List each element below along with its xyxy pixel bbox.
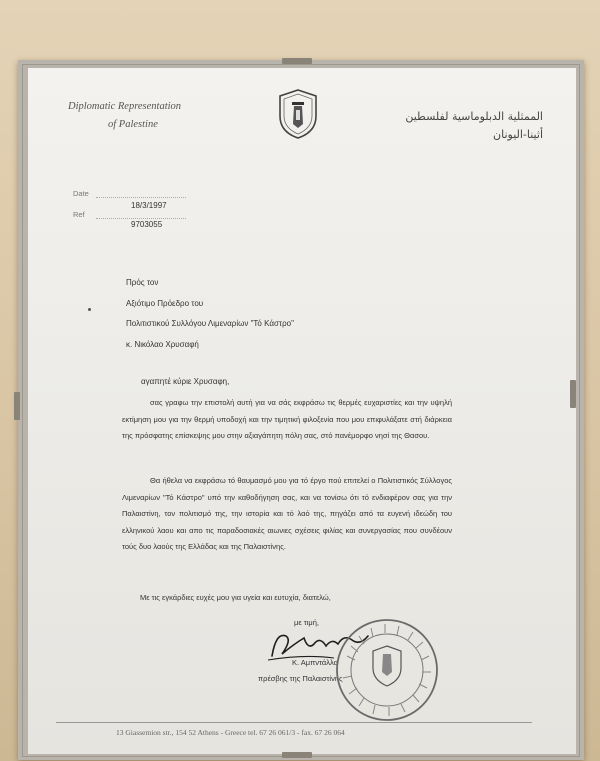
- letterhead-arabic-line2: أثينا-اليونان: [493, 128, 543, 141]
- letterhead-english-line1: Diplomatic Representation: [68, 101, 182, 112]
- recipient-line2: Αξιότιμο Πρόεδρο του: [126, 298, 204, 308]
- ref-value: 9703055: [131, 220, 163, 229]
- signatory-name: Κ. Αμπντάλλα: [292, 658, 338, 667]
- signatory-title: πρέσβης της Παλαιστίνης: [258, 674, 343, 683]
- recipient-line3: Πολιτιστικού Συλλόγου Λιμεναρίων "Τό Κάστρο": [126, 319, 294, 328]
- closing-line: Με τις εγκάρδιες ευχές μου για υγεία και ευτυχία, διατελώ,: [140, 593, 331, 602]
- recipient-line1: Πρός τον: [126, 278, 159, 287]
- body-paragraph-2: Θα ήθελα να εκφράσω τό θαυμασμό μου για τό έργο πού επιτελεί ο Πολιτιστικός Σύλλογος Λιμεναρίων "Τό Κάστρο" υπό την καθοδήγηση σας, και να τονίσω ότι τό ενδιαφέρον σας για την Παλαιστίνη, τον πολιτισμό της, την ιστορία και τό λαό της, πηγάζει από τα ευγενή ιδεώδη του ελληνικού λαου και απο τις παραδοσιακές αιωνιες σχέσεις φιλίας και συνεργασίας που συνδέουν τούς δυο λαούς της Ελλάδας και της Παλαιστίνης.: [122, 476, 452, 551]
- recipient-address: [126, 273, 294, 355]
- footer-address: 13 Giassemion str., 154 52 Athens - Greece tel. 67 26 061/3 - fax. 67 26 064: [116, 728, 345, 737]
- date-label: Date: [73, 189, 89, 198]
- date-value: 18/3/1997: [131, 201, 167, 210]
- signature-prefix: με τιμή,: [294, 618, 319, 627]
- letterhead-english: [68, 98, 238, 134]
- ref-dotted-line: [96, 218, 186, 219]
- palestine-emblem-icon: [276, 88, 320, 140]
- frame-clip-left: [14, 392, 20, 420]
- frame-clip-top: [282, 58, 312, 64]
- frame-clip-right: [570, 380, 576, 408]
- salutation: αγαπητέ κύριε Χρυσαφη,: [141, 377, 230, 386]
- footer-divider: [56, 722, 532, 723]
- letterhead-arabic: [373, 108, 543, 144]
- date-dotted-line: [96, 197, 186, 198]
- letter-paper: [28, 68, 576, 754]
- official-stamp-icon: [333, 616, 441, 724]
- letterhead-arabic-line1: الممثلية الدبلوماسية لفلسطين: [405, 110, 543, 123]
- punch-mark: [88, 308, 91, 311]
- frame-clip-bottom: [282, 752, 312, 758]
- body-paragraph-1: σας γραφω την επιστολή αυτή για να σάς εκφράσω τις θερμές ευχαριστίες και την υψηλή εκτίμηση μου για την θερμή υποδοχή και την τιμητική φιλοξενία που μου επιφυλάξατε στή διάρκεια της πρόσφατης επίσκεψης μου στην αξιαγάπητη πόλη σας, στό πανέμορφο νησί της Θασου.: [122, 398, 452, 440]
- ref-label: Ref: [73, 210, 85, 219]
- letterhead-english-line2: of Palestine: [108, 119, 158, 130]
- recipient-line4: κ. Νικόλαο Χρυσαφή: [126, 339, 199, 349]
